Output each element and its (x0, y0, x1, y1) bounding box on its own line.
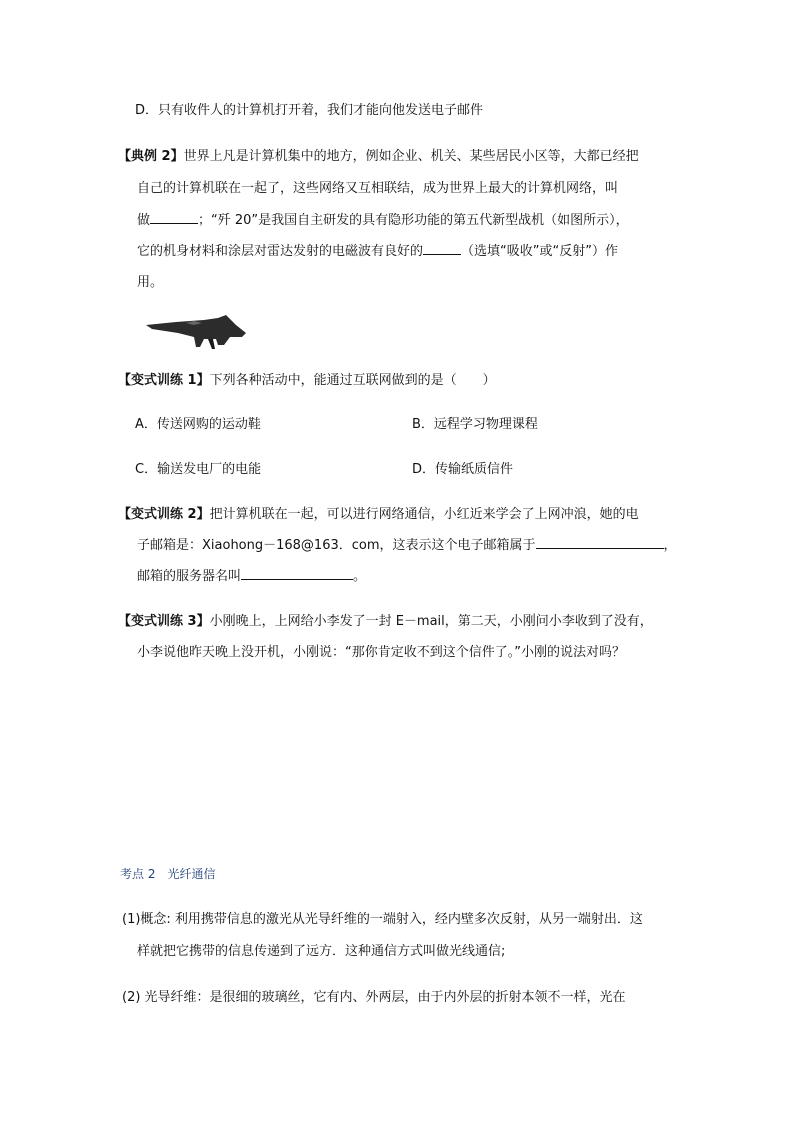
example2-line2: 自己的计算机联在一起了，这些网络又互相联结，成为世界上最大的计算机网络，叫 (137, 181, 619, 196)
train3-tag: 【变式训练 3】 (118, 614, 210, 629)
point2-para1-line1: (1)概念: 利用携带信息的激光从光导纤维的一端射入，经内壁多次反射，从另一端射出．这 (122, 912, 643, 927)
train3-text1: 小刚晚上，上网给小李发了一封 E－mail，第二天，小刚问小李收到了没有， (209, 614, 653, 629)
train3-line1 (118, 612, 653, 632)
option-d: D．只有收件人的计算机打开着，我们才能向他发送电子邮件 (135, 103, 484, 118)
example2-tag: 【典例 2】 (118, 149, 184, 164)
example2-line3 (137, 211, 629, 231)
example2-line4 (137, 242, 618, 262)
example2-text4a: 它的机身材料和涂层对雷达发射的电磁波有良好的 (137, 244, 424, 259)
point2-para2-line1: (2) 光导纤维：是很细的玻璃丝，它有内、外两层，由于内外层的折射本领不一样，光在 (122, 990, 626, 1005)
train2-text1: 把计算机联在一起，可以进行网络通信，小红近来学会了上网冲浪，她的电 (209, 507, 639, 522)
example2-text3a: 做 (137, 213, 151, 228)
train2-text2a: 子邮箱是：Xiaohong－168@163．com，这表示这个电子邮箱属于 (137, 538, 536, 553)
point2-heading: 考点 2 光纤通信 (120, 867, 216, 881)
train2-line2 (137, 536, 677, 556)
train2-text2b: ， (663, 538, 677, 553)
train1-option-d[interactable]: D．传输纸质信件 (412, 462, 514, 477)
example2-text1: 世界上凡是计算机集中的地方，例如企业、机关、某些居民小区等，大都已经把 (183, 149, 639, 164)
example2-text4b: （选填“吸收”或“反射”）作 (461, 244, 618, 259)
train1-option-b[interactable]: B．远程学习物理课程 (412, 417, 538, 432)
train1-option-a[interactable]: A．传送网购的运动鞋 (135, 417, 261, 432)
answer-blank-1[interactable] (150, 211, 198, 224)
answer-blank-2[interactable] (423, 242, 461, 255)
example2-text3b: ；“歼 20”是我国自主研发的具有隐形功能的第五代新型战机（如图所示）， (198, 213, 629, 228)
example2-line1 (118, 147, 639, 167)
train2-tag: 【变式训练 2】 (118, 507, 210, 522)
train1-tag: 【变式训练 1】 (118, 373, 210, 388)
example2-line5: 用。 (137, 275, 164, 290)
answer-blank-3[interactable] (536, 536, 664, 549)
train1-question (118, 371, 496, 391)
train2-text3a: 邮箱的服务器名叫 (137, 569, 242, 584)
train1-text: 下列各种活动中，能通过互联网做到的是（ ） (209, 373, 496, 388)
answer-blank-4[interactable] (241, 567, 353, 580)
train1-option-c[interactable]: C．输送发电厂的电能 (135, 462, 262, 477)
train2-text3b: 。 (353, 569, 367, 584)
fighter-jet-icon (146, 313, 248, 353)
point2-para1-line2: 样就把它携带的信息传递到了远方．这种通信方式叫做光线通信; (137, 944, 506, 959)
train2-line1 (118, 505, 639, 525)
train2-line3 (137, 567, 366, 587)
train3-line2: 小李说他昨天晚上没开机，小刚说：“那你肯定收不到这个信件了。”小刚的说法对吗？ (137, 645, 625, 660)
